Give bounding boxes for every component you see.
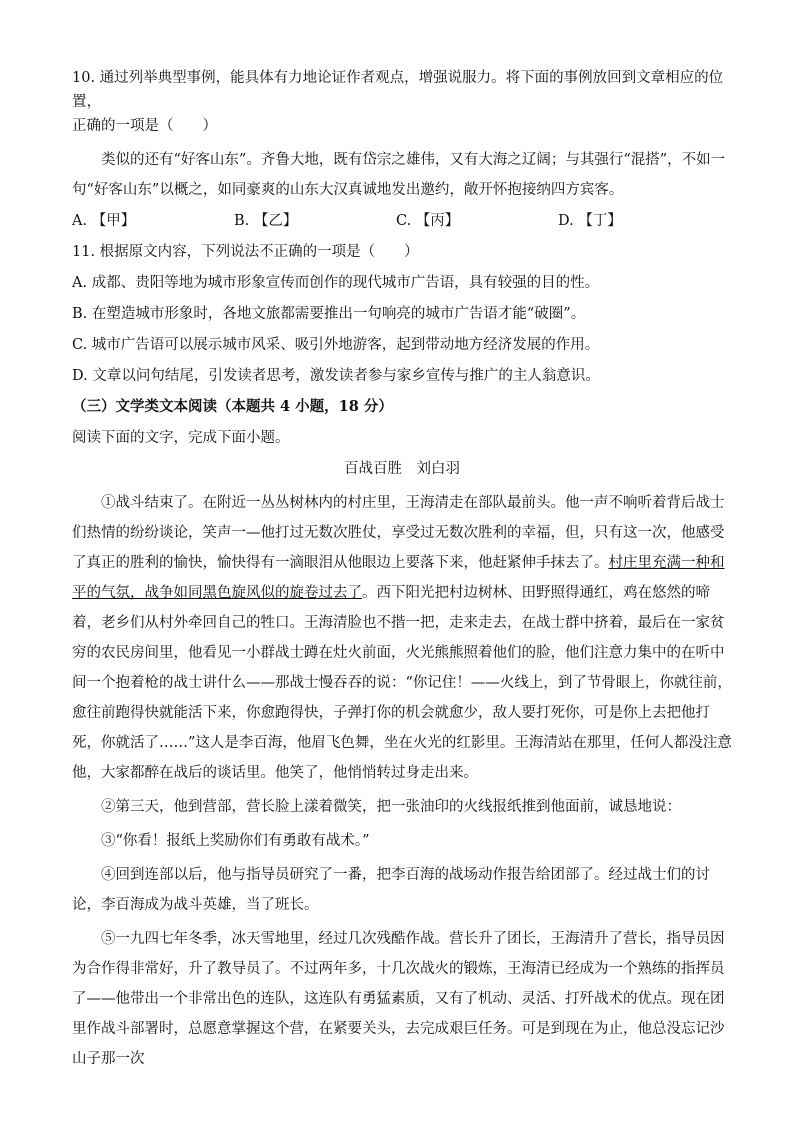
question-10-stem-line1: 10. 通过列举典型事例，能具体有力地论证作者观点，增强说服力。将下面的事例放回到文章相应的位置， (72, 70, 724, 110)
story-paragraph-2: ②第三天，他到营部，营长脸上漾着微笑，把一张油印的火线报纸推到他面前，诚恳地说： (101, 799, 681, 815)
question-10-options (72, 209, 732, 233)
question-10-example: 类似的还有“好客山东”。齐鲁大地，既有岱宗之雄伟，又有大海之辽阔；与其强行“混搭”，不如一句“好客山东”以概之，如同豪爽的山东大汉真诚地发出邀约，敞开怀抱接纳四方宾客。 (72, 152, 726, 198)
story-p1-underlined-sentence: 村庄里充满一种和平的气氛，战争如同黑色旋风似的旋卷过去了 (72, 555, 725, 601)
question-10-stem-line2: 正确的一项是（ ） (72, 118, 217, 134)
story-paragraph-5: ⑤一九四七年冬季，冰天雪地里，经过几次残酷作战。营长升了团长，王海清升了营长，指导员因为合作得非常好，升了教导员了。不过两年多，十几次战火的锻炼，王海清已经成为一个熟练的指挥员了——他带出一个非常出色的连队，这连队有勇猛素质，又有了机动、灵活、打歼战术的优点。现在团里作战斗部署时，总愿意掌握这个营，在紧要关头，去完成艰巨任务。可是到现在为止，他总没忘记沙山子那一次 (72, 931, 725, 1067)
question-11-option-c[interactable]: C. 城市广告语可以展示城市风采、吸引外地游客，起到带动地方经济发展的作用。 (72, 337, 600, 353)
story-paragraph-4: ④回到连部以后，他与指导员研究了一番，把李百海的战场动作报告给团部了。经过战士们的讨论，李百海成为战斗英雄，当了班长。 (72, 867, 710, 913)
question-11-option-b[interactable]: B. 在塑造城市形象时，各地文旅都需要推出一句响亮的城市广告语才能“破圈”。 (72, 306, 586, 322)
option-a[interactable]: A. 【甲】 (72, 213, 136, 229)
option-c[interactable]: C. 【丙】 (396, 213, 460, 229)
question-10 (72, 66, 732, 233)
question-10-stem (72, 66, 732, 138)
question-11-option-d[interactable]: D. 文章以问句结尾，引发读者思考，激发读者参与家乡宣传与推广的主人翁意识。 (72, 368, 600, 384)
story-paragraph-1 (72, 488, 732, 788)
question-11-option-a[interactable]: A. 成都、贵阳等地为城市形象宣传而创作的现代城市广告语，具有较强的目的性。 (72, 275, 600, 291)
story-title: 百战百胜 刘白羽 (344, 461, 460, 477)
section-heading: （三）文学类文本阅读（本题共 4 小题，18 分） (72, 398, 393, 415)
story-p1-text-after: 。西下阳光把村边树林、田野照得通红，鸡在悠然的啼着，老乡们从村外牵回自己的牲口。王海清脸也不揩一把，走来走去，在战士群中挤着，最后在一家贫穷的农民房间里，他看见一小群战士蹲在灶火前面，火光熊熊照着他们的脸，他们注意力集中的在听中间一个抱着枪的战士讲什么——那战士慢吞吞的说：“你记住！——火线上，到了节骨眼上，你就往前，愈往前跑得快就能活下来，你愈跑得快，子弹打你的机会就愈少，敌人要打死你，可是你上去把他打死，你就活了……”这人是李百海，他眉飞色舞，坐在火光的红影里。王海清站在那里，任何人都没注意他，大家都醉在战后的谈话里。他笑了，他悄悄转过身走出来。 (72, 585, 732, 781)
section-instruction: 阅读下面的文字，完成下面小题。 (72, 430, 290, 446)
question-11 (72, 240, 732, 388)
story-p1-text-before: ①战斗结束了。在附近一丛丛树林内的村庄里，王海清走在部队最前头。他一声不响听着背后战士们热情的纷纷谈论，笑声一—他打过无数次胜仗，享受过无数次胜利的幸福，但，只有这一次，他感受了真正的胜利的愉快，愉快得有一滴眼泪从他眼边上要落下来，他赶紧伸手抹去了。 (72, 495, 725, 571)
option-b[interactable]: B. 【乙】 (234, 213, 298, 229)
story-paragraph-3: ③“你看！报纸上奖励你们有勇敢有战术。” (101, 833, 370, 849)
option-d[interactable]: D. 【丁】 (558, 213, 622, 229)
question-11-stem: 11. 根据原文内容，下列说法不正确的一项是（ ） (72, 244, 419, 260)
document-page (72, 66, 732, 1078)
